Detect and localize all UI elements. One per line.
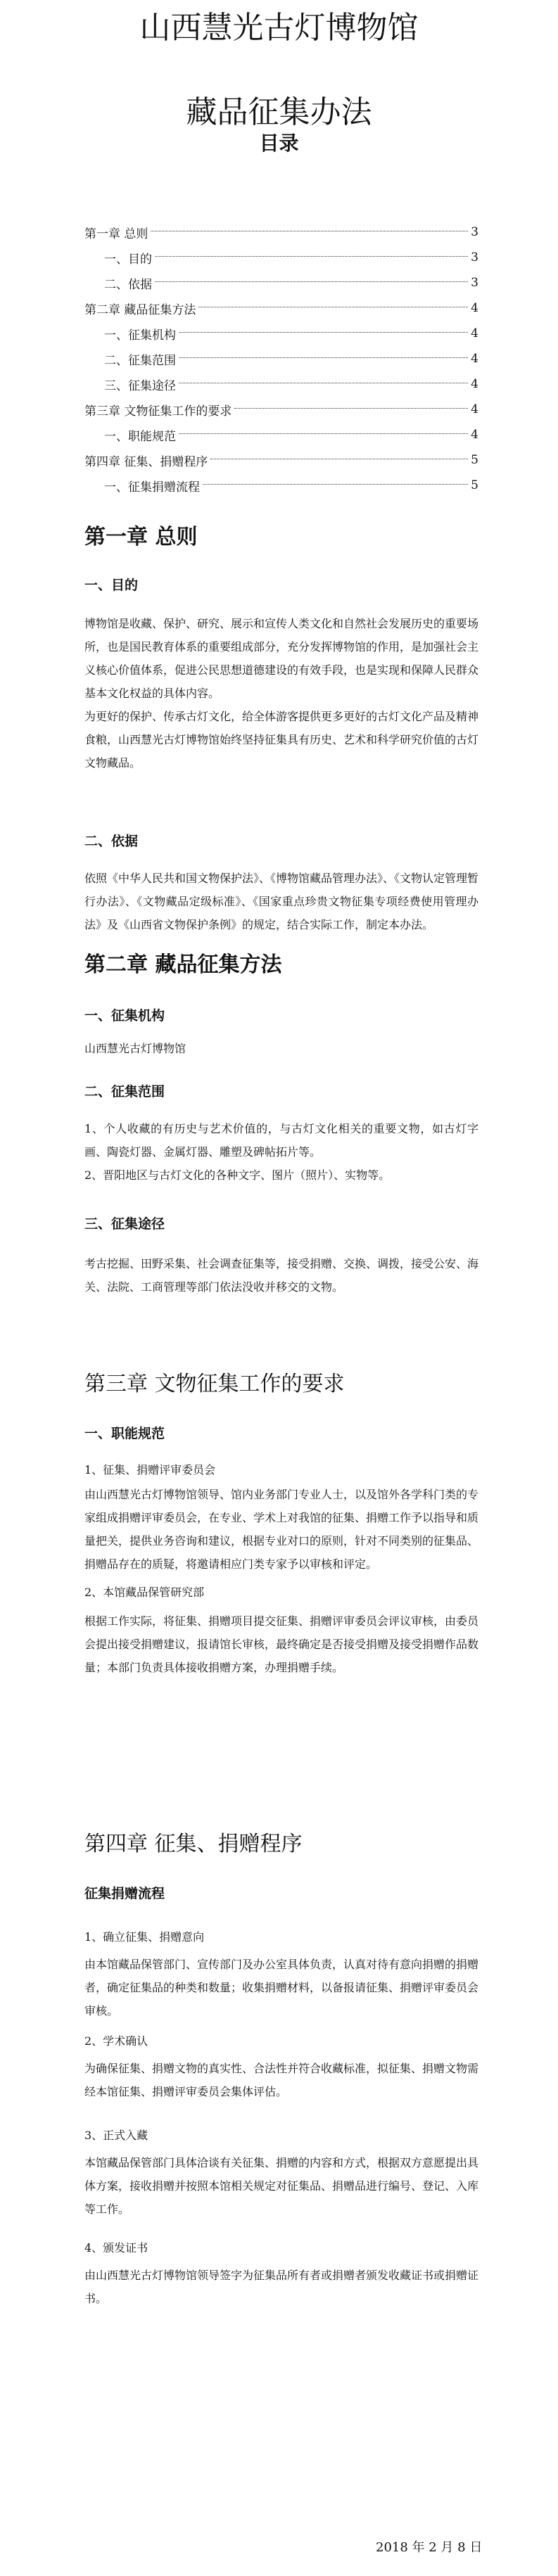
toc-entry-label: 一、征集捐赠流程: [84, 477, 203, 495]
toc-leader: [198, 306, 468, 307]
toc-entry[interactable]: [84, 371, 478, 397]
toc-entry[interactable]: [84, 346, 478, 371]
document-date: 2018 年 2 月 8 日: [376, 2540, 483, 2555]
toc-entry-label: 一、目的: [84, 249, 155, 267]
chapter-4-title: 第四章 征集、捐赠程序: [84, 1832, 303, 1856]
toc-entry[interactable]: [84, 295, 478, 321]
ch2-section-1-body: [84, 1037, 478, 1060]
chapter-2-title: 第二章 藏品征集方法: [84, 952, 282, 977]
toc-entry-label: 第三章 文物征集工作的要求: [84, 401, 234, 419]
ch4-item-4-body: [84, 2264, 478, 2310]
paragraph: 由本馆藏品保管部门、宣传部门及办公室具体负责，认真对待有意向捐赠的捐赠者，确定征集品的种类和数量；收集捐赠材料，以备报请征集、捐赠评审委员会审核。: [84, 1958, 479, 2017]
ch4-item-3-body: [84, 2151, 478, 2221]
paragraph: 根据工作实际，将征集、捐赠项目提交征集、捐赠评审委员会评议审核，由委员会提出接受捐赠建议，报请馆长审核，最终确定是否接受捐赠及接受捐赠作品数量；本部门负责具体接收捐赠方案，办理捐赠手续。: [84, 1614, 479, 1674]
toc-entry-page: 4: [471, 402, 478, 416]
toc-entry[interactable]: [84, 473, 478, 498]
paragraph: 为更好的保护、传承古灯文化，给全体游客提供更多更好的古灯文化产品及精神食粮，山西慧光古灯博物馆始终坚持征集具有历史、艺术和科学研究价值的古灯文物藏品。: [84, 710, 479, 770]
toc-entry-page: 5: [471, 453, 478, 467]
ch4-item-3-title: 3、正式入藏: [84, 2129, 148, 2142]
paragraph: 博物馆是收藏、保护、研究、展示和宣传人类文化和自然社会发展历史的重要场所，也是国民教育体系的重要组成部分，充分发挥博物馆的作用，是加强社会主义核心价值体系，促进公民思想道德建设的有效手段，也是实现和保障人民群众基本文化权益的具体内容。: [84, 617, 479, 700]
ch2-section-2-title: 二、征集范围: [84, 1084, 165, 1099]
toc-entry-page: 4: [471, 301, 478, 315]
toc-leader: [179, 433, 468, 434]
toc-entry-page: 4: [471, 326, 478, 340]
toc-entry[interactable]: [84, 397, 478, 422]
toc-entry[interactable]: [84, 422, 478, 447]
ch3-item-2-body: [84, 1609, 478, 1679]
ch2-section-3-body: [84, 1252, 478, 1299]
ch2-section-2-body: [84, 1117, 478, 1187]
table-of-contents: [84, 219, 478, 498]
document-subtitle: 藏品征集办法: [186, 94, 372, 130]
ch4-item-4-title: 4、颁发证书: [84, 2241, 148, 2255]
ch4-item-1-body: [84, 1953, 478, 2022]
toc-leader: [155, 281, 468, 282]
toc-entry-page: 4: [471, 377, 478, 391]
toc-entry[interactable]: [84, 270, 478, 295]
ch1-section-2-body: [84, 867, 478, 936]
toc-entry[interactable]: [84, 245, 478, 270]
ch3-item-2-title: 2、本馆藏品保管研究部: [84, 1586, 205, 1599]
toc-entry-label: 三、征集途径: [84, 376, 179, 393]
paragraph: 考古挖掘、田野采集、社会调查征集等，接受捐赠、交换、调拨，接受公安、海关、法院、工商管理等部门依法没收并移交的文物。: [84, 1257, 479, 1294]
toc-entry[interactable]: [84, 447, 478, 473]
ch3-section-1-title: 一、职能规范: [84, 1426, 165, 1441]
paragraph: 依照《中华人民共和国文物保护法》、《博物馆藏品管理办法》、《文物认定管理暂行办法》、《文物藏品定级标准》、《国家重点珍贵文物征集专项经费使用管理办法》及《山西省文物保护条例》的规定，结合实际工作，制定本办法。: [84, 872, 479, 931]
ch1-section-1-title: 一、目的: [84, 578, 139, 593]
toc-leader: [179, 382, 468, 383]
toc-leader: [234, 407, 468, 409]
toc-entry-page: 3: [471, 225, 478, 239]
paragraph: 1、个人收藏的有历史与艺术价值的，与古灯文化相关的重要文物，如古灯字画、陶瓷灯器、金属灯器、雕塑及碑帖拓片等。: [84, 1122, 478, 1159]
ch1-section-2-title: 二、依据: [84, 834, 139, 849]
paragraph: 由山西慧光古灯博物馆领导签字为征集品所有者或捐赠者颁发收藏证书或捐赠证书。: [84, 2269, 479, 2305]
paragraph: 本馆藏品保管部门具体洽谈有关征集、捐赠的内容和方式，根据双方意愿提出具体方案，接收捐赠并按照本馆相关规定对征集品、捐赠品进行编号、登记、入库等工作。: [84, 2156, 479, 2216]
toc-heading: 目录: [259, 132, 299, 155]
ch4-item-1-title: 1、确立征集、捐赠意向: [84, 1930, 205, 1944]
toc-entry-label: 二、征集范围: [84, 350, 179, 368]
toc-entry[interactable]: [84, 219, 478, 245]
toc-leader: [203, 483, 468, 485]
ch4-item-2-body: [84, 2057, 478, 2103]
toc-entry-page: 3: [471, 276, 478, 290]
toc-entry[interactable]: [84, 321, 478, 346]
toc-leader: [155, 255, 468, 257]
chapter-3-title: 第三章 文物征集工作的要求: [84, 1372, 345, 1396]
toc-entry-page: 5: [471, 478, 478, 492]
toc-leader: [151, 230, 468, 231]
chapter-1-title: 第一章 总则: [84, 525, 198, 549]
toc-entry-page: 4: [471, 352, 478, 366]
paragraph: 2、晋阳地区与古灯文化的各种文字、图片（照片）、实物等。: [84, 1168, 391, 1182]
paragraph: 为确保征集、捐赠文物的真实性、合法性并符合收藏标准，拟征集、捐赠文物需经本馆征集、捐赠评审委员会集体评估。: [84, 2062, 479, 2098]
ch2-section-1-title: 一、征集机构: [84, 1008, 165, 1024]
paragraph: 由山西慧光古灯博物馆领导、馆内业务部门专业人士，以及馆外各学科门类的专家组成捐赠评审委员会，在专业、学术上对我馆的征集、捐赠工作予以指导和质量把关，提供业务咨询和建议，根据专业对口的原则，针对不同类别的征集品、捐赠品存在的质疑，将邀请相应门类专家予以审核和评定。: [84, 1488, 479, 1571]
toc-leader: [179, 357, 468, 358]
toc-entry-label: 第四章 征集、捐赠程序: [84, 452, 210, 469]
paragraph: 山西慧光古灯博物馆: [84, 1042, 186, 1055]
toc-entry-label: 第二章 藏品征集方法: [84, 300, 198, 317]
toc-leader: [210, 458, 468, 459]
toc-entry-label: 一、征集机构: [84, 325, 179, 343]
ch2-section-3-title: 三、征集途径: [84, 1216, 165, 1232]
toc-entry-page: 3: [471, 250, 478, 264]
ch4-item-2-title: 2、学术确认: [84, 2034, 148, 2048]
ch3-item-1-title: 1、征集、捐赠评审委员会: [84, 1463, 216, 1477]
document-title: 山西慧光古灯博物馆: [139, 10, 419, 46]
toc-entry-label: 第一章 总则: [84, 224, 151, 241]
toc-leader: [179, 331, 468, 333]
ch3-item-1-body: [84, 1483, 478, 1576]
ch4-section-1-title: 征集捐赠流程: [84, 1886, 165, 1901]
toc-entry-label: 二、依据: [84, 274, 155, 292]
toc-entry-page: 4: [471, 428, 478, 442]
toc-entry-label: 一、职能规范: [84, 426, 179, 444]
ch1-section-1-body: [84, 612, 478, 774]
